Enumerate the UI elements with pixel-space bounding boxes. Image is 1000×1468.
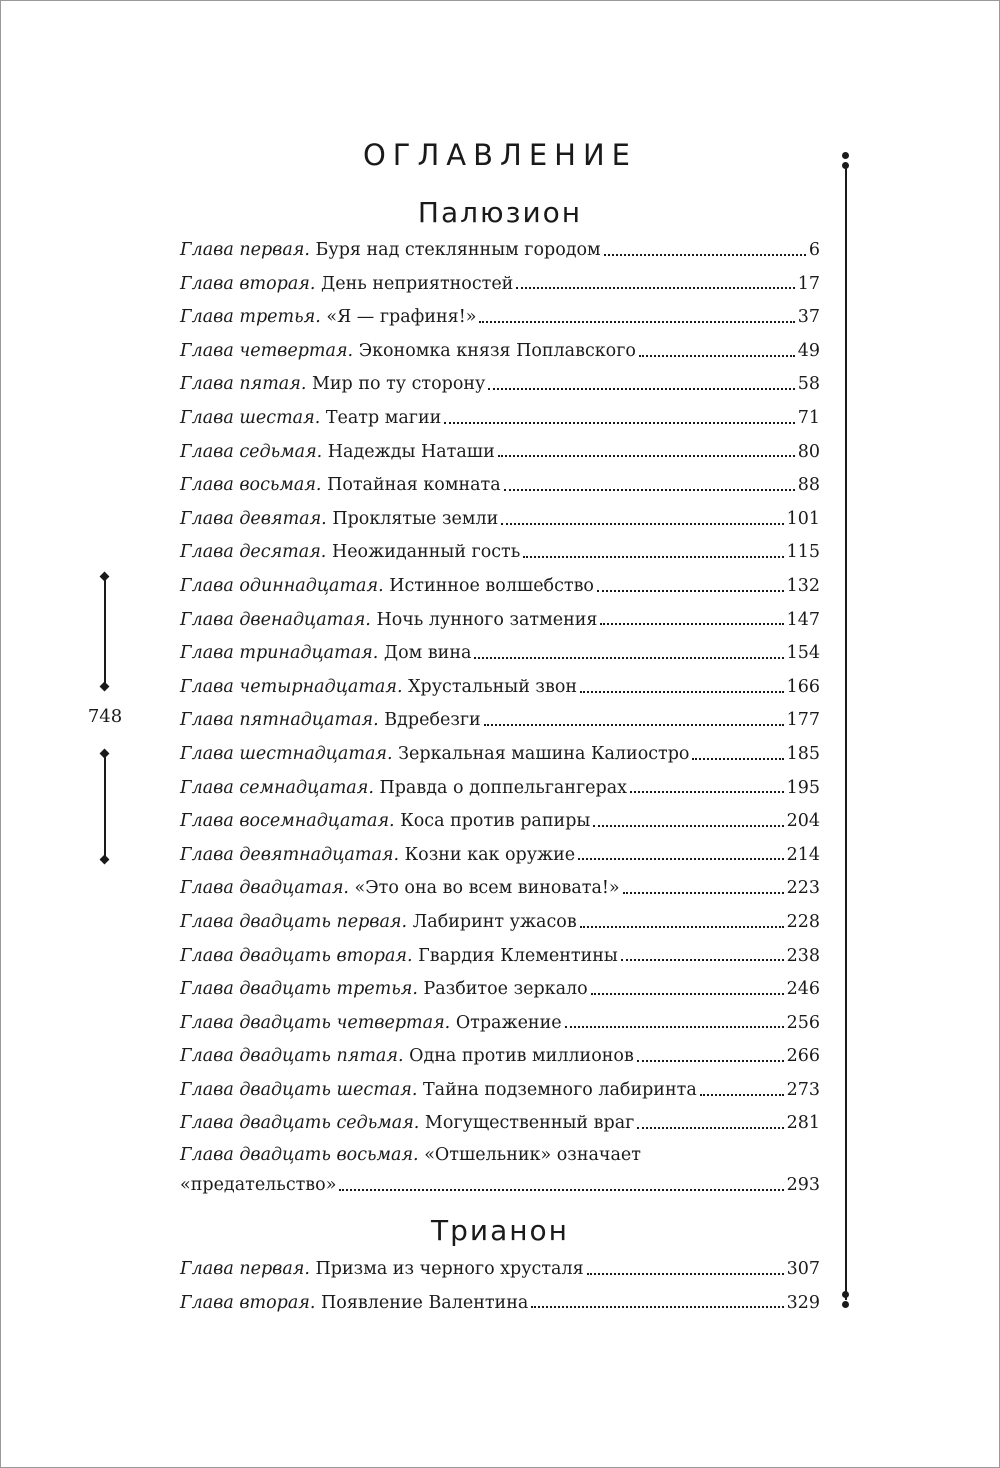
chapter-name: Ночь лунного затмения — [376, 609, 598, 630]
right-margin-rule — [845, 165, 847, 1300]
chapter-name: Разбитое зеркало — [423, 979, 588, 1000]
toc-entry — [180, 1253, 820, 1287]
chapter-ordinal: Глава седьмая. — [180, 441, 323, 462]
chapter-name: Лабиринт ужасов — [412, 911, 577, 932]
dot-leader — [498, 455, 795, 457]
dot-leader — [623, 892, 784, 894]
chapter-name-continued: «предательство» — [180, 1175, 337, 1196]
chapter-name: Козни как оружие — [404, 844, 576, 865]
toc-entry — [180, 1040, 820, 1074]
chapter-name: Мир по ту сторону — [311, 374, 486, 395]
chapter-name: Появление Валентина — [321, 1292, 529, 1313]
chapter-ordinal: Глава двадцать седьмая. — [180, 1113, 420, 1134]
toc-entry — [180, 772, 820, 806]
chapter-ordinal: Глава пятая. — [180, 374, 307, 395]
chapter-ordinal: Глава двадцать восьмая. — [180, 1145, 419, 1166]
chapter-name: Дом вина — [383, 643, 472, 664]
chapter-name: Тайна подземного лабиринта — [422, 1079, 697, 1100]
chapter-title — [180, 273, 514, 294]
chapter-page: 177 — [786, 710, 820, 731]
chapter-title — [180, 609, 598, 630]
part-title-paliuzion: Палюзион — [417, 196, 583, 229]
dot-leader — [637, 1060, 784, 1062]
toc-entry — [180, 1074, 820, 1108]
chapter-page: 238 — [786, 945, 820, 966]
chapter-title — [180, 575, 594, 596]
chapter-ordinal: Глава четвертая. — [180, 340, 354, 361]
dot-leader — [531, 1306, 783, 1308]
chapter-name: Коса против рапиры — [400, 811, 591, 832]
chapter-name: Отражение — [455, 1012, 562, 1033]
folio-rule-upper — [104, 578, 106, 684]
chapter-name: Потайная комната — [327, 475, 501, 496]
chapter-title — [180, 712, 481, 730]
dot-leader — [692, 758, 783, 760]
chapter-name: Правда о доппельгангерах — [379, 777, 628, 798]
dot-leader — [501, 523, 783, 525]
toc-entry — [180, 536, 820, 570]
chapter-name: Истинное волшебство — [389, 575, 594, 596]
chapter-page: 132 — [786, 575, 820, 596]
chapter-page: 246 — [786, 979, 820, 1000]
dot-leader — [700, 1094, 784, 1096]
chapter-page: 49 — [797, 340, 820, 361]
chapter-name: Гвардия Клементины — [418, 945, 618, 966]
chapter-name: Вдребезги — [384, 710, 481, 731]
chapter-name: «Я — графиня!» — [326, 307, 477, 328]
dot-leader — [600, 623, 783, 625]
chapter-page: 6 — [808, 240, 820, 261]
rule-top-dot-upper — [842, 152, 849, 159]
toc-entry — [180, 368, 820, 402]
chapter-ordinal: Глава двадцать третья. — [180, 979, 418, 1000]
chapter-name: Неожиданный гость — [331, 542, 521, 563]
chapter-title — [180, 1079, 697, 1100]
dot-leader — [578, 858, 783, 860]
dot-leader — [604, 254, 806, 256]
toc-entry — [180, 1141, 820, 1169]
dot-leader — [580, 926, 784, 928]
chapter-ordinal: Глава пятнадцатая. — [180, 710, 379, 731]
dot-leader — [484, 724, 784, 726]
chapter-ordinal: Глава двадцатая. — [180, 878, 349, 899]
rule-top-dot-lower — [842, 162, 849, 169]
chapter-page: 256 — [786, 1012, 820, 1033]
dot-leader — [523, 556, 783, 558]
chapter-ordinal: Глава восемнадцатая. — [180, 811, 395, 832]
chapter-page: 266 — [786, 1046, 820, 1067]
chapter-title — [180, 376, 485, 394]
toc-entry — [180, 805, 820, 839]
chapter-title — [180, 911, 577, 932]
chapter-title — [180, 544, 520, 562]
chapter-page: 281 — [786, 1113, 820, 1134]
page-number: 748 — [87, 706, 123, 727]
chapter-page: 154 — [786, 643, 820, 664]
chapter-title — [180, 1115, 634, 1133]
chapter-ordinal: Глава девятая. — [180, 508, 327, 529]
toc-entry — [180, 402, 820, 436]
part-title-trianon: Трианон — [431, 1214, 569, 1247]
chapter-ordinal: Глава вторая. — [180, 1292, 316, 1313]
chapter-title — [180, 477, 501, 495]
chapter-name: Театр магии — [325, 408, 442, 429]
chapter-title — [180, 743, 690, 764]
chapter-title — [180, 508, 499, 529]
chapter-title — [180, 1048, 634, 1066]
chapter-page: 71 — [797, 408, 820, 429]
dot-leader — [504, 489, 795, 491]
dot-leader — [637, 1127, 783, 1129]
chapter-name: День неприятностей — [321, 273, 514, 294]
chapter-page: 185 — [786, 743, 820, 764]
dot-leader — [479, 321, 794, 323]
chapter-page: 101 — [786, 508, 820, 529]
chapter-ordinal: Глава двадцать пятая. — [180, 1046, 404, 1067]
chapter-page: 195 — [786, 777, 820, 798]
chapter-title — [180, 981, 588, 999]
chapter-page: 204 — [786, 811, 820, 832]
dot-leader — [488, 388, 794, 390]
chapter-page: 293 — [786, 1175, 820, 1196]
chapter-page: 228 — [786, 911, 820, 932]
toc-entry-continuation — [180, 1169, 820, 1203]
chapter-ordinal: Глава шестая. — [180, 408, 321, 429]
chapter-ordinal: Глава десятая. — [180, 542, 327, 563]
chapter-title — [180, 242, 601, 260]
toc-entry — [180, 839, 820, 873]
toc-entry — [180, 906, 820, 940]
rule-bottom-dot-lower — [842, 1301, 849, 1308]
toc-entry — [180, 1007, 820, 1041]
chapter-title — [180, 340, 636, 361]
dot-leader — [580, 691, 784, 693]
chapter-page: 115 — [786, 542, 820, 563]
toc-entry — [180, 335, 820, 369]
toc-entry — [180, 604, 820, 638]
toc-entry — [180, 973, 820, 1007]
chapter-page: 88 — [797, 475, 820, 496]
toc-entry — [180, 234, 820, 268]
toc-entry — [180, 872, 820, 906]
chapter-name: Зеркальная машина Калиостро — [398, 743, 690, 764]
chapter-title — [180, 1145, 641, 1165]
toc-list-part-1 — [180, 234, 820, 1203]
dot-leader — [593, 825, 783, 827]
chapter-ordinal: Глава тринадцатая. — [180, 643, 379, 664]
chapter-title — [180, 441, 495, 462]
chapter-title — [180, 1292, 529, 1313]
chapter-title — [180, 813, 590, 831]
chapter-ordinal: Глава четырнадцатая. — [180, 676, 403, 697]
toc-entry — [180, 436, 820, 470]
folio-rule-lower — [104, 756, 106, 860]
chapter-title — [180, 1261, 584, 1279]
chapter-page: 329 — [786, 1292, 820, 1313]
chapter-name: Надежды Наташи — [327, 441, 495, 462]
toc-entry — [180, 301, 820, 335]
chapter-name: Буря над стеклянным городом — [315, 240, 601, 261]
dot-leader — [597, 590, 784, 592]
chapter-page: 58 — [797, 374, 820, 395]
toc-title: ОГЛАВЛЕНИЕ — [362, 138, 637, 172]
toc-entry — [180, 268, 820, 302]
chapter-page: 147 — [786, 609, 820, 630]
dot-leader — [516, 287, 794, 289]
toc-entry — [180, 738, 820, 772]
chapter-name: Одна против миллионов — [409, 1046, 634, 1067]
toc-entry — [180, 671, 820, 705]
chapter-ordinal: Глава семнадцатая. — [180, 777, 374, 798]
chapter-title — [180, 410, 441, 428]
toc-list-part-2 — [180, 1253, 820, 1320]
toc-entry — [180, 704, 820, 738]
chapter-name: Проклятые земли — [332, 508, 499, 529]
chapter-title — [180, 777, 628, 798]
chapter-page: 166 — [786, 676, 820, 697]
chapter-ordinal: Глава шестнадцатая. — [180, 743, 393, 764]
chapter-ordinal: Глава первая. — [180, 1259, 310, 1280]
chapter-page: 80 — [797, 441, 820, 462]
toc-entry — [180, 1287, 820, 1321]
chapter-page: 307 — [786, 1259, 820, 1280]
chapter-title — [180, 945, 618, 966]
dot-leader — [587, 1273, 784, 1275]
chapter-ordinal: Глава двенадцатая. — [180, 609, 371, 630]
chapter-name: Могущественный враг — [424, 1113, 635, 1134]
chapter-page: 214 — [786, 844, 820, 865]
chapter-title — [180, 1012, 562, 1033]
chapter-ordinal: Глава двадцать первая. — [180, 911, 408, 932]
chapter-ordinal: Глава девятнадцатая. — [180, 844, 400, 865]
dot-leader — [444, 422, 794, 424]
chapter-ordinal: Глава вторая. — [180, 273, 316, 294]
dot-leader — [591, 993, 784, 995]
dot-leader — [339, 1189, 783, 1191]
toc-entry — [180, 1107, 820, 1141]
toc-entry — [180, 637, 820, 671]
dot-leader — [474, 657, 783, 659]
dot-leader — [565, 1026, 784, 1028]
chapter-name: Экономка князя Поплавского — [358, 340, 636, 361]
chapter-title — [180, 676, 578, 697]
chapter-ordinal: Глава восьмая. — [180, 475, 322, 496]
chapter-ordinal: Глава третья. — [180, 307, 321, 328]
chapter-title — [180, 844, 576, 865]
toc-entry — [180, 503, 820, 537]
chapter-ordinal: Глава двадцать шестая. — [180, 1079, 418, 1100]
toc-entry — [180, 570, 820, 604]
dot-leader — [621, 959, 784, 961]
dot-leader — [639, 355, 795, 357]
chapter-name: «Это она во всем виновата!» — [354, 878, 620, 899]
chapter-title — [180, 880, 620, 898]
toc-entry — [180, 469, 820, 503]
chapter-page: 273 — [786, 1079, 820, 1100]
rule-bottom-dot-upper — [842, 1291, 849, 1298]
chapter-name: Призма из черного хрусталя — [315, 1259, 584, 1280]
chapter-page: 17 — [797, 273, 820, 294]
chapter-page: 223 — [786, 878, 820, 899]
chapter-name: Хрустальный звон — [408, 676, 578, 697]
chapter-ordinal: Глава одиннадцатая. — [180, 575, 384, 596]
chapter-title — [180, 309, 476, 327]
chapter-ordinal: Глава двадцать вторая. — [180, 945, 413, 966]
chapter-ordinal: Глава первая. — [180, 240, 310, 261]
dot-leader — [630, 791, 784, 793]
chapter-title — [180, 645, 471, 663]
toc-entry — [180, 939, 820, 973]
chapter-name: «Отшельник» означает — [424, 1145, 641, 1166]
chapter-page: 37 — [797, 307, 820, 328]
chapter-ordinal: Глава двадцать четвертая. — [180, 1012, 451, 1033]
